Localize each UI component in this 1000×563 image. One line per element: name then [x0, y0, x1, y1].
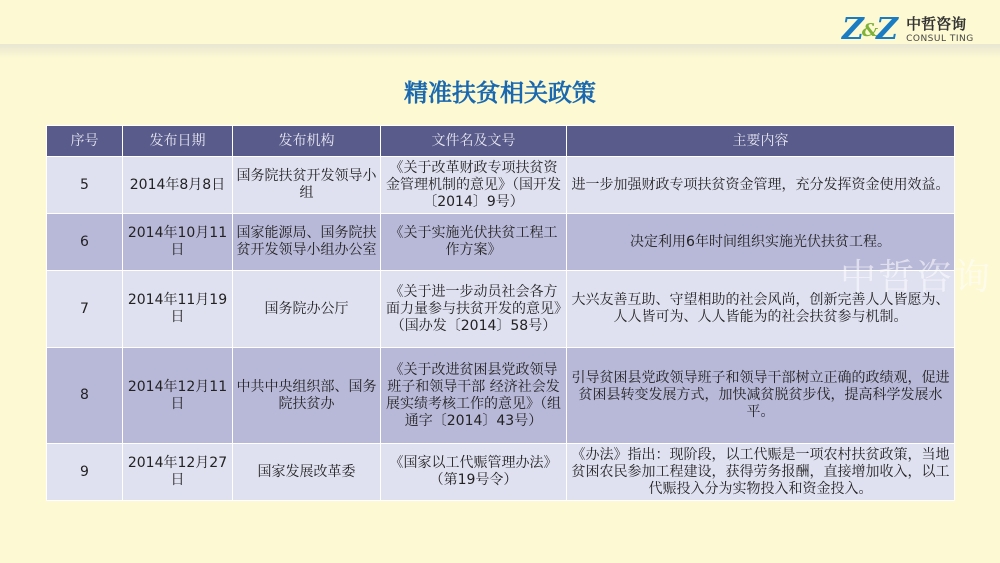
- logo-mark-right: Z: [876, 11, 897, 47]
- logo-mark-left: Z: [842, 11, 862, 47]
- cell-no: 5: [47, 157, 123, 214]
- brand-name-cn: 中哲咨询: [906, 15, 967, 33]
- cell-no: 9: [47, 444, 123, 501]
- brand-name-en: CONSUL TING: [906, 34, 974, 44]
- cell-content: 进一步加强财政专项扶贫资金管理，充分发挥资金使用效益。: [567, 157, 955, 214]
- table-row: [47, 157, 955, 214]
- table-row: [47, 271, 955, 348]
- header-doc: 文件名及文号: [381, 126, 567, 157]
- cell-no: 8: [47, 348, 123, 444]
- cell-content: 大兴友善互助、守望相助的社会风尚，创新完善人人皆愿为、人人皆可为、人人皆能为的社会扶贫参与机制。: [567, 271, 955, 348]
- cell-doc: 《关于改进贫困县党政领导班子和领导干部 经济社会发展实绩考核工作的意见》（组通字〔2014〕43号）: [381, 348, 567, 444]
- page-title: 精准扶贫相关政策: [404, 79, 596, 107]
- table-row: [47, 348, 955, 444]
- logo-text: [906, 15, 974, 45]
- header-org: 发布机构: [233, 126, 381, 157]
- cell-org: 国务院办公厅: [233, 271, 381, 348]
- policy-table: [46, 125, 955, 501]
- cell-date: 2014年12月11日: [123, 348, 233, 444]
- cell-content: 引导贫困县党政领导班子和领导干部树立正确的政绩观，促进贫困县转变发展方式，加快减贫脱贫步伐，提高科学发展水平。: [567, 348, 955, 444]
- cell-content: 《办法》指出：现阶段，以工代赈是一项农村扶贫政策，当地贫困农民参加工程建设，获得劳务报酬，直接增加收入，以工代赈投入分为实物投入和资金投入。: [567, 444, 955, 501]
- cell-doc: 《关于实施光伏扶贫工程工作方案》: [381, 214, 567, 271]
- table-header-row: [47, 126, 955, 157]
- cell-doc: 《关于改革财政专项扶贫资金管理机制的意见》（国开发〔2014〕9号）: [381, 157, 567, 214]
- cell-date: 2014年12月27日: [123, 444, 233, 501]
- cell-doc: 《关于进一步动员社会各方面力量参与扶贫开发的意见》（国办发〔2014〕58号）: [381, 271, 567, 348]
- cell-content: 决定利用6年时间组织实施光伏扶贫工程。: [567, 214, 955, 271]
- table-row: [47, 214, 955, 271]
- cell-doc: 《国家以工代赈管理办法》（第19号令）: [381, 444, 567, 501]
- cell-org: 中共中央组织部、国务院扶贫办: [233, 348, 381, 444]
- cell-no: 7: [47, 271, 123, 348]
- logo-mark: [842, 11, 897, 47]
- brand-logo: [842, 10, 974, 50]
- cell-date: 2014年11月19日: [123, 271, 233, 348]
- logo-mark-amp: &: [861, 19, 877, 41]
- header-content: 主要内容: [567, 126, 955, 157]
- header-no: 序号: [47, 126, 123, 157]
- cell-date: 2014年8月8日: [123, 157, 233, 214]
- cell-no: 6: [47, 214, 123, 271]
- cell-org: 国家发展改革委: [233, 444, 381, 501]
- table-row: [47, 444, 955, 501]
- cell-org: 国家能源局、国务院扶贫开发领导小组办公室: [233, 214, 381, 271]
- cell-date: 2014年10月11日: [123, 214, 233, 271]
- cell-org: 国务院扶贫开发领导小组: [233, 157, 381, 214]
- header-date: 发布日期: [123, 126, 233, 157]
- watermark-text: 中哲咨询: [840, 257, 993, 298]
